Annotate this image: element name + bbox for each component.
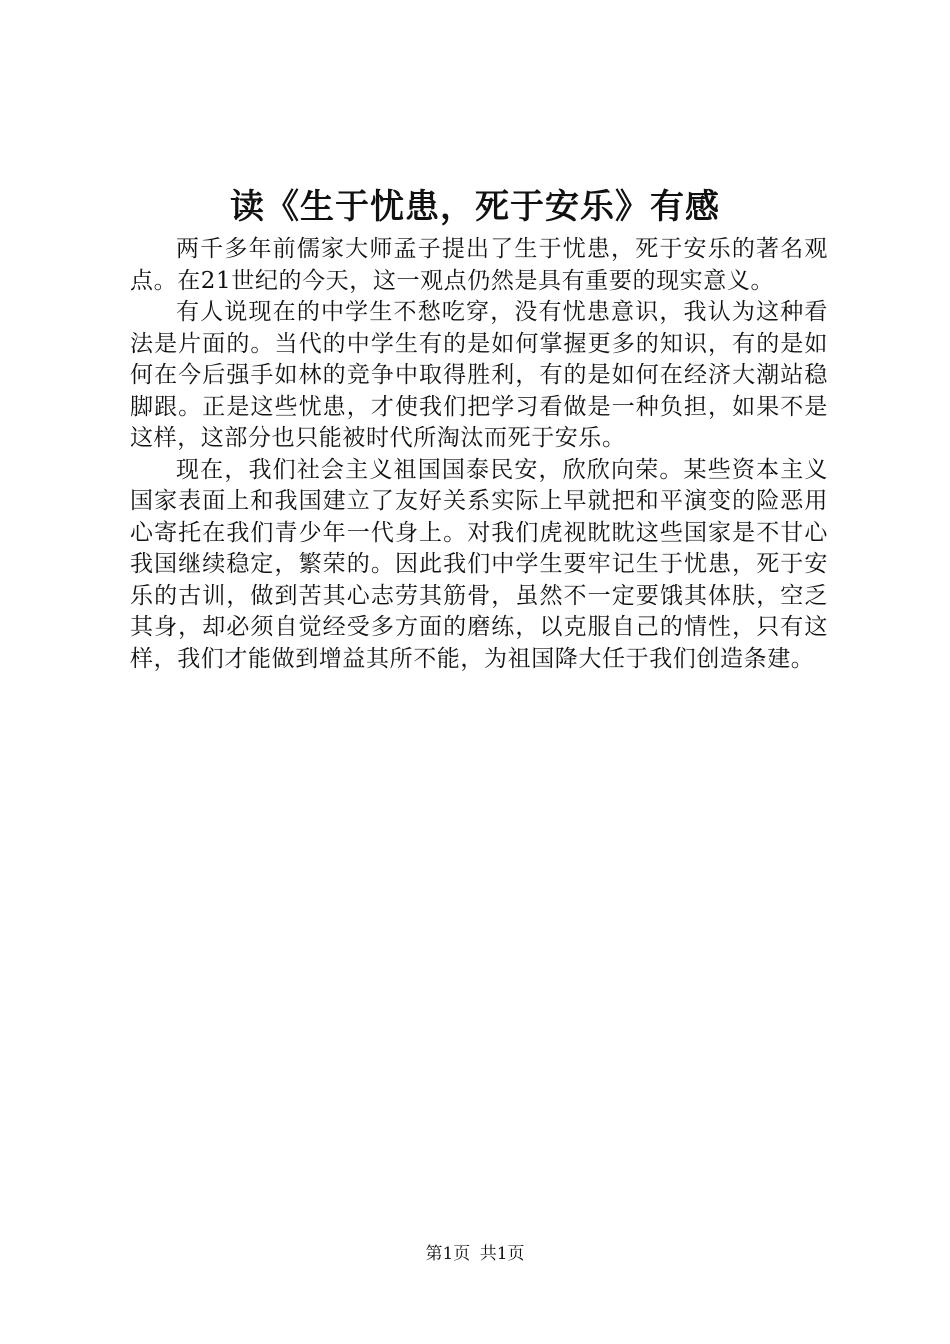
- page-total: 共1页: [479, 1244, 525, 1264]
- document-title: 读《生于忧患，死于安乐》有感: [230, 187, 720, 227]
- page-footer: [0, 1242, 950, 1266]
- paragraph-3: 现在，我们社会主义祖国国泰民安，欣欣向荣。某些资本主义国家表面上和我国建立了友好关系实际上早就把和平演变的险恶用心寄托在我们青少年一代身上。对我们虎视眈眈这些国家是不甘心我国继续稳定，繁荣的。因此我们中学生要牢记生于忧患，死于安乐的古训，做到苦其心志劳其筋骨，虽然不一定要饿其体肤，空乏其身，却必须自觉经受多方面的磨练，以克服自己的情性，只有这样，我们才能做到增益其所不能，为祖国降大任于我们创造条建。: [130, 456, 828, 672]
- page-number: 第1页: [425, 1244, 471, 1264]
- document-body: [130, 234, 828, 675]
- paragraph-1: 两千多年前儒家大师孟子提出了生于忧患，死于安乐的著名观点。在21世纪的今天，这一观点仍然是具有重要的现实意义。: [130, 236, 828, 294]
- paragraph-2: 有人说现在的中学生不愁吃穿，没有忧患意识，我认为这种看法是片面的。当代的中学生有的是如何掌握更多的知识，有的是如何在今后强手如林的竞争中取得胜利，有的是如何在经济大潮站稳脚跟。正是这些忧患，才使我们把学习看做是一种负担，如果不是这样，这部分也只能被时代所淘汰而死于安乐。: [130, 299, 828, 451]
